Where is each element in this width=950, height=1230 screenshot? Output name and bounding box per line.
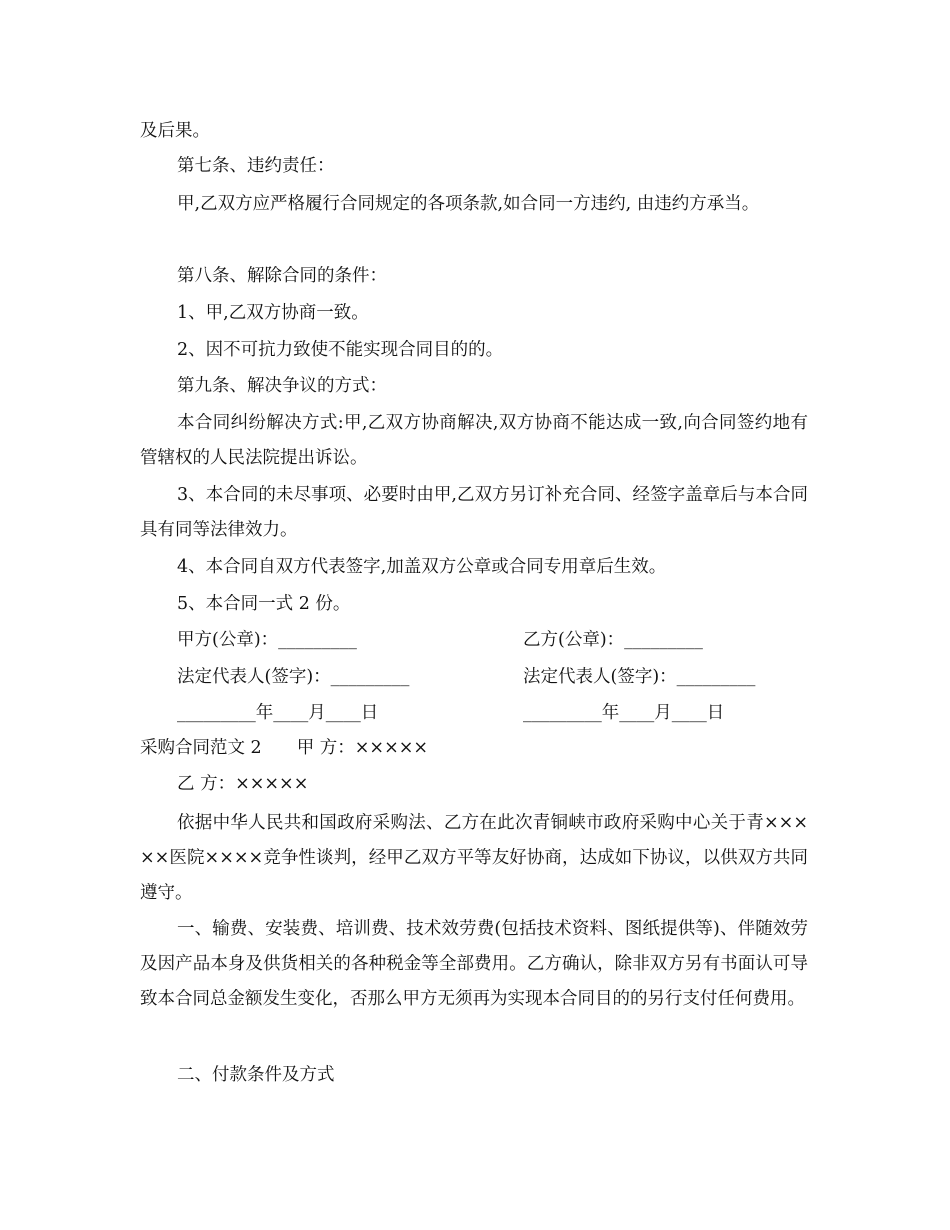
signature-seal-row <box>177 623 817 658</box>
clause-4: 4、本合同自双方代表签字,加盖双方公章或合同专用章后生效。 <box>177 557 667 577</box>
signature-rep-row <box>177 660 817 695</box>
clause-3: 3、本合同的未尽事项、必要时由甲,乙双方另订补充合同、经签字盖章后与本合同具有同等法律效力。 <box>140 485 808 540</box>
signature-date-row <box>177 696 817 731</box>
second-contract-section-1: 一、输费、安装费、培训费、技术效劳费(包括技术资料、图纸提供等)、伴随效劳及因产品本身及供货相关的各种税金等全部费用。乙方确认，除非双方另有书面认可导致本合同总金额发生变化，否那么甲方无须再为实现本合同目的的另行支付任何费用。 <box>140 919 808 1009</box>
second-contract-preamble: 依据中华人民共和国政府采购法、乙方在此次青铜峡市政府采购中心关于青×××××医院××××竞争性谈判，经甲乙双方平等友好协商，达成如下协议，以供双方共同遵守。 <box>140 813 808 903</box>
article-7-heading: 第七条、违约责任： <box>177 156 335 176</box>
clause-5: 5、本合同一式 2 份。 <box>177 594 351 614</box>
party-b-date-field: _________年____月____日 <box>523 703 725 723</box>
article-9-body: 本合同纠纷解决方式:甲,乙双方协商解决,双方协商不能达成一致,向合同签约地有管辖权的人民法院提出诉讼。 <box>140 413 808 468</box>
article-7-body: 甲,乙双方应严格履行合同规定的各项条款,如合同一方违约, 由违约方承当。 <box>177 194 760 214</box>
party-a-rep-field: 法定代表人(签字)：_________ <box>177 667 410 687</box>
party-b-seal-field: 乙方(公章)：_________ <box>523 630 703 650</box>
article-8-item-2: 2、因不可抗力致使不能实现合同目的的。 <box>177 340 504 360</box>
article-9-heading: 第九条、解决争议的方式： <box>177 376 387 396</box>
second-contract-party-b: 乙 方：××××× <box>177 774 309 794</box>
article-8-item-1: 1、甲,乙双方协商一致。 <box>177 303 369 323</box>
continuation-text: 及后果。 <box>140 121 210 141</box>
party-b-rep-field: 法定代表人(签字)：_________ <box>523 667 756 687</box>
article-8-heading: 第八条、解除合同的条件： <box>177 266 387 286</box>
party-a-seal-field: 甲方(公章)：_________ <box>177 630 357 650</box>
second-contract-section-2-heading: 二、付款条件及方式 <box>177 1065 335 1085</box>
party-a-date-field: _________年____月____日 <box>177 703 379 723</box>
second-contract-title: 采购合同范文 2 甲 方：××××× <box>140 738 429 758</box>
